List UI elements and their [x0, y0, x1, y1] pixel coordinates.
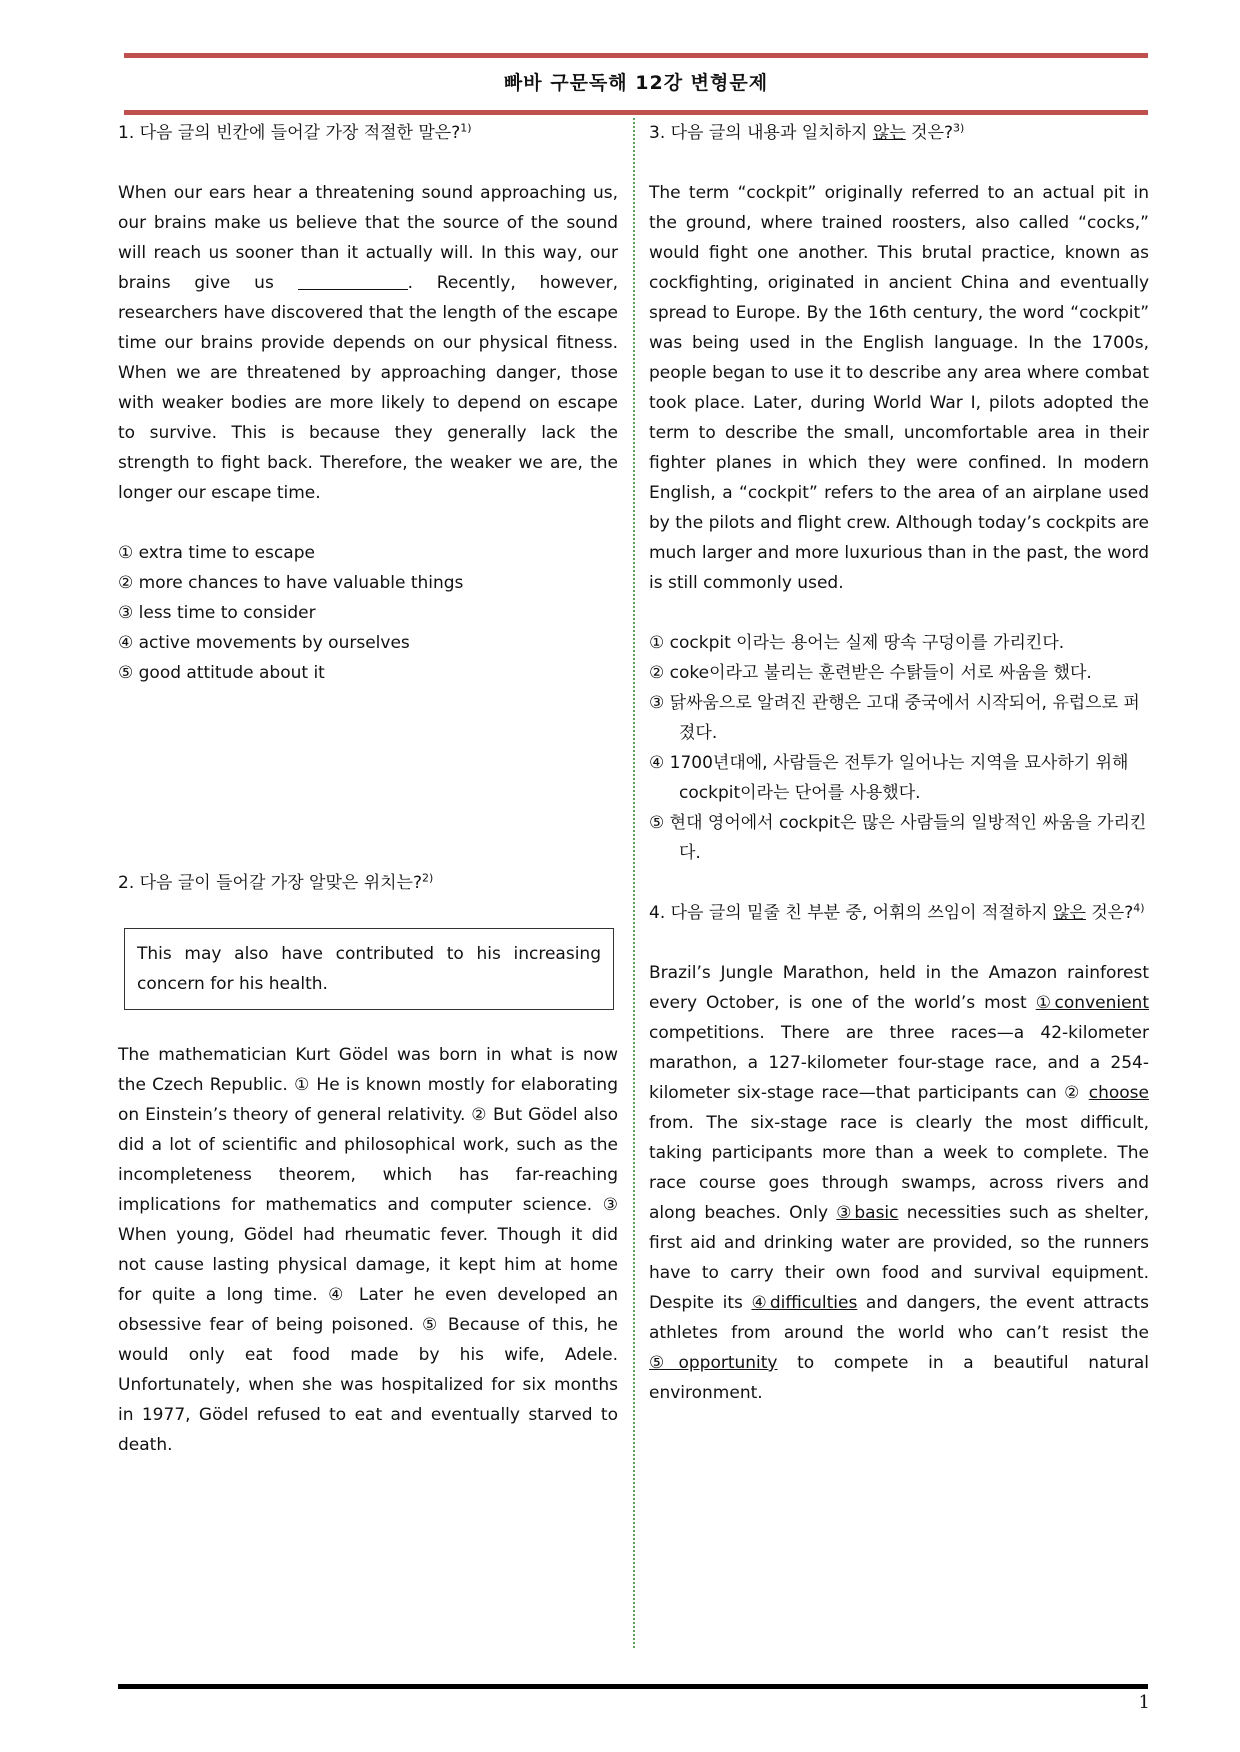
- q1-option[interactable]: ① extra time to escape: [118, 543, 315, 563]
- q1-options: [118, 538, 618, 688]
- q4-underlined-4: ④difficulties: [751, 1293, 858, 1313]
- q3-passage: The term “cockpit” originally referred to an actual pit in the ground, where trained roosters, also called “cocks,” would fight one another. This brutal practice, known as cockfighting, originated in ancient China and eventually spread to Europe. By the 16th century, the word “cockpit” was being used in the English language. In the 1700s, people began to use it to describe any area where combat took place. Later, during World War I, pilots adopted the term to describe the small, uncomfortable area in their fighter planes in which they were confined. In modern English, a “cockpit” refers to the area of an airplane used by the pilots and flight crew. Although today’s cockpits are much larger and more luxurious than in the past, the word is still commonly used.: [649, 183, 1149, 593]
- q4-question: 4. 다음 글의 밑줄 친 부분 중, 어휘의 쓰임이 적절하지 않은 것은?$^{4)}$: [649, 901, 1145, 923]
- top-rule-2: [124, 110, 1148, 115]
- q3-footnote: 3): [953, 121, 965, 135]
- right-column: [649, 118, 1149, 1438]
- q3-option[interactable]: ⑤ 현대 영어에서 cockpit은 많은 사람들의 일방적인 싸움을 가리킨다.: [649, 813, 1147, 863]
- q1-option[interactable]: ② more chances to have valuable things: [118, 573, 464, 593]
- bottom-rule: [118, 1684, 1148, 1689]
- q4-passage: Brazil’s Jungle Marathon, held in the Amazon rainforest every October, is one of the world’s most ①convenient competitions. There are three races—a 42-kilometer marathon, a 127-kilometer four-stage race, and a 254-kilometer six-stage race—that participants can ② choose from. The six-stage race is clearly the most difficult, taking participants more than a week to complete. The race course goes through swamps, across rivers and along beaches. Only ③basic necessities such as shelter, first aid and drinking water are provided, so the runners have to carry their own food and survival equipment. Despite its ④difficulties and dangers, the event attracts athletes from around the world who can’t resist the ⑤opportunity to compete in a beautiful natural environment.: [649, 963, 1149, 1403]
- q1-footnote: 1): [460, 121, 472, 135]
- q3-options: [649, 628, 1149, 868]
- q1-option[interactable]: ③ less time to consider: [118, 603, 316, 623]
- page-title: 빠바 구문독해 12강 변형문제: [503, 72, 769, 94]
- column-divider: [633, 118, 635, 1648]
- q3-option[interactable]: ③ 닭싸움으로 알려진 관행은 고대 중국에서 시작되어, 유럽으로 퍼졌다.: [649, 693, 1140, 743]
- q4-footnote: 4): [1133, 901, 1145, 915]
- q3-option[interactable]: ① cockpit 이라는 용어는 실제 땅속 구덩이를 가리킨다.: [649, 633, 1065, 653]
- q1-passage: When our ears hear a threatening sound approaching us, our brains make us believe that the source of the sound will reach us sooner than it actually will. In this way, our brains give us . Recently, however, researchers have discovered that the length of the escape time our brains provide depends on our physical fitness. When we are threatened by approaching danger, those with weaker bodies are more likely to depend on escape to survive. This is because they generally lack the strength to fight back. Therefore, the weaker we are, the longer our escape time.: [118, 183, 618, 503]
- q4-underlined-5: ⑤opportunity: [649, 1353, 778, 1373]
- q3-option[interactable]: ② coke이라고 불리는 훈련받은 수탉들이 서로 싸움을 했다.: [649, 663, 1092, 683]
- q4-underlined-3: ③basic: [836, 1203, 899, 1223]
- top-rule-1: [124, 53, 1148, 58]
- q4-underlined-2: choose: [1088, 1083, 1149, 1103]
- q1-question: 1. 다음 글의 빈칸에 들어갈 가장 적절한 말은?$^{1)}$: [118, 121, 472, 143]
- q2-passage: The mathematician Kurt Gödel was born in what is now the Czech Republic. ① He is known mostly for elaborating on Einstein’s theory of general relativity. ② But Gödel also did a lot of scientific and philosophical work, such as the incompleteness theorem, which has far-reaching implications for mathematics and computer science. ③ When young, Gödel had rheumatic fever. Though it did not cause lasting physical damage, it kept him at home for quite a long time. ④ Later he even developed an obsessive fear of being poisoned. ⑤ Because of this, he would only eat food made by his wife, Adele. Unfortunately, when she was hospitalized for six months in 1977, Gödel refused to eat and eventually starved to death.: [118, 1045, 618, 1455]
- q4-underlined-1: ①convenient: [1035, 993, 1149, 1013]
- q3-question: 3. 다음 글의 내용과 일치하지 않는 것은?$^{3)}$: [649, 121, 965, 143]
- left-column: [118, 118, 618, 1490]
- q1-option[interactable]: ④ active movements by ourselves: [118, 633, 410, 653]
- q2-given-sentence-box: This may also have contributed to his increasing concern for his health.: [124, 928, 614, 1010]
- q1-option[interactable]: ⑤ good attitude about it: [118, 663, 325, 683]
- q3-option[interactable]: ④ 1700년대에, 사람들은 전투가 일어나는 지역을 묘사하기 위해 cockpit이라는 단어를 사용했다.: [649, 753, 1129, 803]
- q1-blank: [298, 271, 408, 290]
- page-number: 1: [1138, 1692, 1150, 1713]
- q2-footnote: 2): [422, 871, 434, 885]
- q2-question: 2. 다음 글이 들어갈 가장 알맞은 위치는?$^{2)}$: [118, 871, 434, 893]
